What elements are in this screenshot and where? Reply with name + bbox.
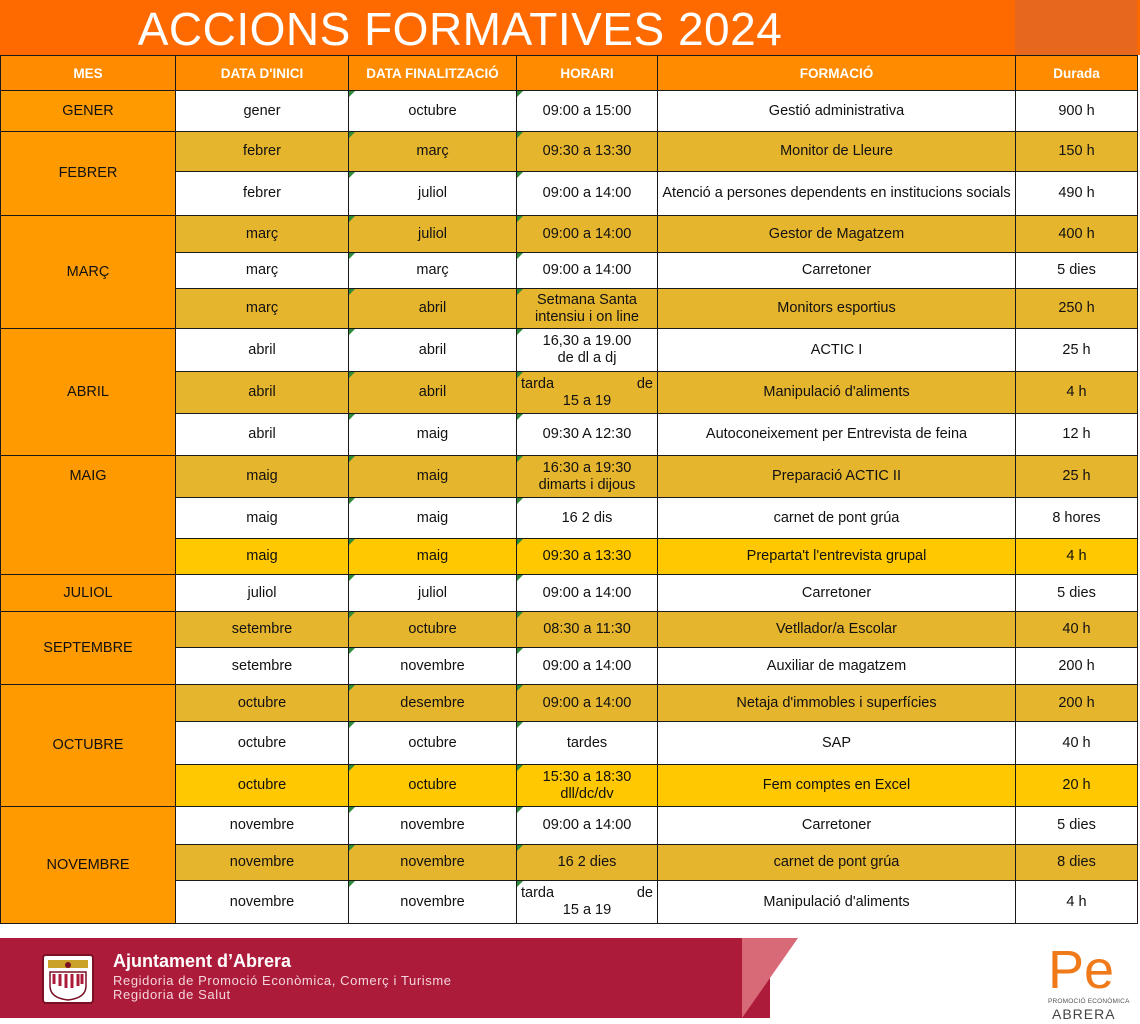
table-row: [1, 91, 1138, 132]
cell-inici: maig: [176, 456, 349, 498]
cell-final: octubre: [349, 612, 517, 648]
table-row: [1, 216, 1138, 253]
cell-inici: novembre: [176, 881, 349, 924]
horari-word-2: de: [636, 375, 653, 392]
cell-horari: [517, 881, 658, 924]
org-name: Ajuntament d’Abrera: [113, 951, 292, 971]
horari-word-2: de: [636, 885, 653, 901]
cell-horari: 09:00 a 14:00: [517, 648, 658, 685]
cell-formacio: Vetllador/a Escolar: [658, 612, 1016, 648]
cell-inici: maig: [176, 498, 349, 539]
cell-final: novembre: [349, 881, 517, 924]
cell-final: octubre: [349, 722, 517, 765]
table-row: [1, 456, 1138, 498]
table-header-row: [1, 56, 1138, 91]
cell-horari: 08:30 a 11:30: [517, 612, 658, 648]
cell-final: abril: [349, 329, 517, 372]
cell-inici: abril: [176, 372, 349, 414]
cell-durada: 5 dies: [1016, 807, 1138, 845]
cell-inici: gener: [176, 91, 349, 132]
horari-line-2: intensiu i on line: [535, 308, 639, 325]
cell-formacio: Manipulació d'aliments: [658, 372, 1016, 414]
cell-durada: 4 h: [1016, 881, 1138, 924]
cell-final: maig: [349, 414, 517, 456]
horari-line-1: 16,30 a 19.00: [542, 333, 632, 349]
month-cell: JULIOL: [1, 575, 176, 612]
cell-horari: 16 2 dies: [517, 845, 658, 881]
footer-stripe: [742, 938, 798, 1018]
cell-inici: abril: [176, 414, 349, 456]
training-table: [0, 55, 1138, 924]
cell-horari: tardes: [517, 722, 658, 765]
cell-formacio: Atenció a persones dependents en institucions socials: [658, 172, 1016, 216]
horari-word-1: tarda: [521, 375, 555, 392]
cell-final: novembre: [349, 807, 517, 845]
cell-formacio: Manipulació d'aliments: [658, 881, 1016, 924]
horari-line-2: dll/dc/dv: [560, 785, 614, 802]
cell-formacio: Carretoner: [658, 253, 1016, 289]
cell-durada: 25 h: [1016, 456, 1138, 498]
cell-formacio: Carretoner: [658, 575, 1016, 612]
cell-formacio: Preparta't l'entrevista grupal: [658, 539, 1016, 575]
cell-final: abril: [349, 372, 517, 414]
cell-durada: 4 h: [1016, 372, 1138, 414]
cell-formacio: Preparació ACTIC II: [658, 456, 1016, 498]
horari-line-1: Setmana Santa: [537, 291, 637, 308]
cell-final: abril: [349, 289, 517, 329]
cell-final: novembre: [349, 845, 517, 881]
month-cell: GENER: [1, 91, 176, 132]
horari-line-1: 15:30 a 18:30: [542, 768, 632, 785]
table-row: [1, 132, 1138, 172]
cell-inici: juliol: [176, 575, 349, 612]
header-formacio: FORMACIÓ: [658, 56, 1016, 91]
horari-line-1: [521, 885, 653, 902]
cell-durada: 200 h: [1016, 685, 1138, 722]
cell-final: maig: [349, 539, 517, 575]
cell-inici: novembre: [176, 845, 349, 881]
cell-formacio: Netaja d'immobles i superfícies: [658, 685, 1016, 722]
horari-line-2: 15 a 19: [562, 902, 612, 918]
horari-line-1: 16:30 a 19:30: [542, 459, 632, 476]
month-cell: NOVEMBRE: [1, 807, 176, 924]
cell-horari: 09:00 a 14:00: [517, 685, 658, 722]
table-row: [1, 807, 1138, 845]
cell-horari: 16 2 dis: [517, 498, 658, 539]
month-cell: FEBRER: [1, 132, 176, 216]
cell-durada: 40 h: [1016, 612, 1138, 648]
cell-durada: 900 h: [1016, 91, 1138, 132]
cell-horari: [517, 372, 658, 414]
cell-inici: octubre: [176, 765, 349, 807]
month-cell: OCTUBRE: [1, 685, 176, 807]
cell-inici: març: [176, 253, 349, 289]
cell-horari: 09:00 a 14:00: [517, 253, 658, 289]
cell-final: maig: [349, 498, 517, 539]
month-cell: MAIG: [1, 456, 176, 575]
cell-inici: octubre: [176, 685, 349, 722]
horari-word-1: tarda: [521, 885, 555, 901]
cell-formacio: carnet de pont grúa: [658, 498, 1016, 539]
cell-horari: 09:00 a 15:00: [517, 91, 658, 132]
cell-formacio: Gestor de Magatzem: [658, 216, 1016, 253]
cell-horari: [517, 765, 658, 807]
cell-durada: 150 h: [1016, 132, 1138, 172]
cell-durada: 5 dies: [1016, 253, 1138, 289]
cell-horari: 09:30 a 13:30: [517, 539, 658, 575]
cell-final: març: [349, 132, 517, 172]
cell-inici: abril: [176, 329, 349, 372]
horari-line-1: [521, 376, 653, 393]
cell-durada: 20 h: [1016, 765, 1138, 807]
table-row: [1, 612, 1138, 648]
cell-horari: 09:00 a 14:00: [517, 807, 658, 845]
cell-final: novembre: [349, 648, 517, 685]
cell-durada: 400 h: [1016, 216, 1138, 253]
cell-inici: novembre: [176, 807, 349, 845]
cell-final: juliol: [349, 172, 517, 216]
month-cell: SEPTEMBRE: [1, 612, 176, 685]
logo-city: ABRERA: [1052, 1006, 1116, 1022]
cell-final: juliol: [349, 216, 517, 253]
cell-durada: 25 h: [1016, 329, 1138, 372]
footer: [0, 936, 1140, 1024]
cell-durada: 490 h: [1016, 172, 1138, 216]
cell-formacio: Auxiliar de magatzem: [658, 648, 1016, 685]
cell-horari: 09:30 A 12:30: [517, 414, 658, 456]
cell-formacio: Fem comptes en Excel: [658, 765, 1016, 807]
cell-formacio: Carretoner: [658, 807, 1016, 845]
horari-line-2: dimarts i dijous: [538, 476, 636, 493]
crest-icon: [42, 954, 94, 1004]
month-cell: ABRIL: [1, 329, 176, 456]
cell-final: maig: [349, 456, 517, 498]
cell-durada: 250 h: [1016, 289, 1138, 329]
cell-durada: 8 dies: [1016, 845, 1138, 881]
cell-inici: setembre: [176, 612, 349, 648]
cell-durada: 8 hores: [1016, 498, 1138, 539]
header-mes: MES: [1, 56, 176, 91]
logo-subtitle: PROMOCIÓ ECONÒMICA: [1048, 998, 1130, 1005]
cell-formacio: Autoconeixement per Entrevista de feina: [658, 414, 1016, 456]
cell-formacio: SAP: [658, 722, 1016, 765]
cell-inici: octubre: [176, 722, 349, 765]
cell-horari: 09:00 a 14:00: [517, 216, 658, 253]
header-horari: HORARI: [517, 56, 658, 91]
cell-formacio: carnet de pont grúa: [658, 845, 1016, 881]
table-row: [1, 329, 1138, 372]
cell-durada: 5 dies: [1016, 575, 1138, 612]
header-data-inici: DATA D'INICI: [176, 56, 349, 91]
horari-line-2: 15 a 19: [562, 392, 612, 409]
cell-durada: 12 h: [1016, 414, 1138, 456]
cell-final: març: [349, 253, 517, 289]
cell-durada: 200 h: [1016, 648, 1138, 685]
cell-horari: [517, 456, 658, 498]
table-row: [1, 575, 1138, 612]
cell-formacio: Gestió administrativa: [658, 91, 1016, 132]
cell-final: octubre: [349, 765, 517, 807]
org-line-1: Regidoria de Promoció Econòmica, Comerç i Turisme: [113, 973, 452, 988]
cell-formacio: ACTIC I: [658, 329, 1016, 372]
cell-inici: setembre: [176, 648, 349, 685]
cell-inici: maig: [176, 539, 349, 575]
cell-final: octubre: [349, 91, 517, 132]
cell-durada: 4 h: [1016, 539, 1138, 575]
cell-inici: març: [176, 289, 349, 329]
cell-horari: [517, 289, 658, 329]
cell-final: desembre: [349, 685, 517, 722]
cell-horari: 09:00 a 14:00: [517, 172, 658, 216]
cell-inici: febrer: [176, 172, 349, 216]
cell-final: juliol: [349, 575, 517, 612]
logo-mark: Pe: [1048, 940, 1115, 1000]
cell-inici: març: [176, 216, 349, 253]
page-title: ACCIONS FORMATIVES 2024: [137, 3, 783, 55]
horari-line-2: de dl a dj: [557, 350, 617, 366]
cell-horari: [517, 329, 658, 372]
header-data-final: DATA FINALITZACIÓ: [349, 56, 517, 91]
org-line-2: Regidoria de Salut: [113, 987, 231, 1002]
table-row: [1, 685, 1138, 722]
month-cell: MARÇ: [1, 216, 176, 329]
cell-horari: 09:30 a 13:30: [517, 132, 658, 172]
header-durada: Durada: [1016, 56, 1138, 91]
cell-horari: 09:00 a 14:00: [517, 575, 658, 612]
cell-durada: 40 h: [1016, 722, 1138, 765]
cell-formacio: Monitors esportius: [658, 289, 1016, 329]
cell-inici: febrer: [176, 132, 349, 172]
cell-formacio: Monitor de Lleure: [658, 132, 1016, 172]
